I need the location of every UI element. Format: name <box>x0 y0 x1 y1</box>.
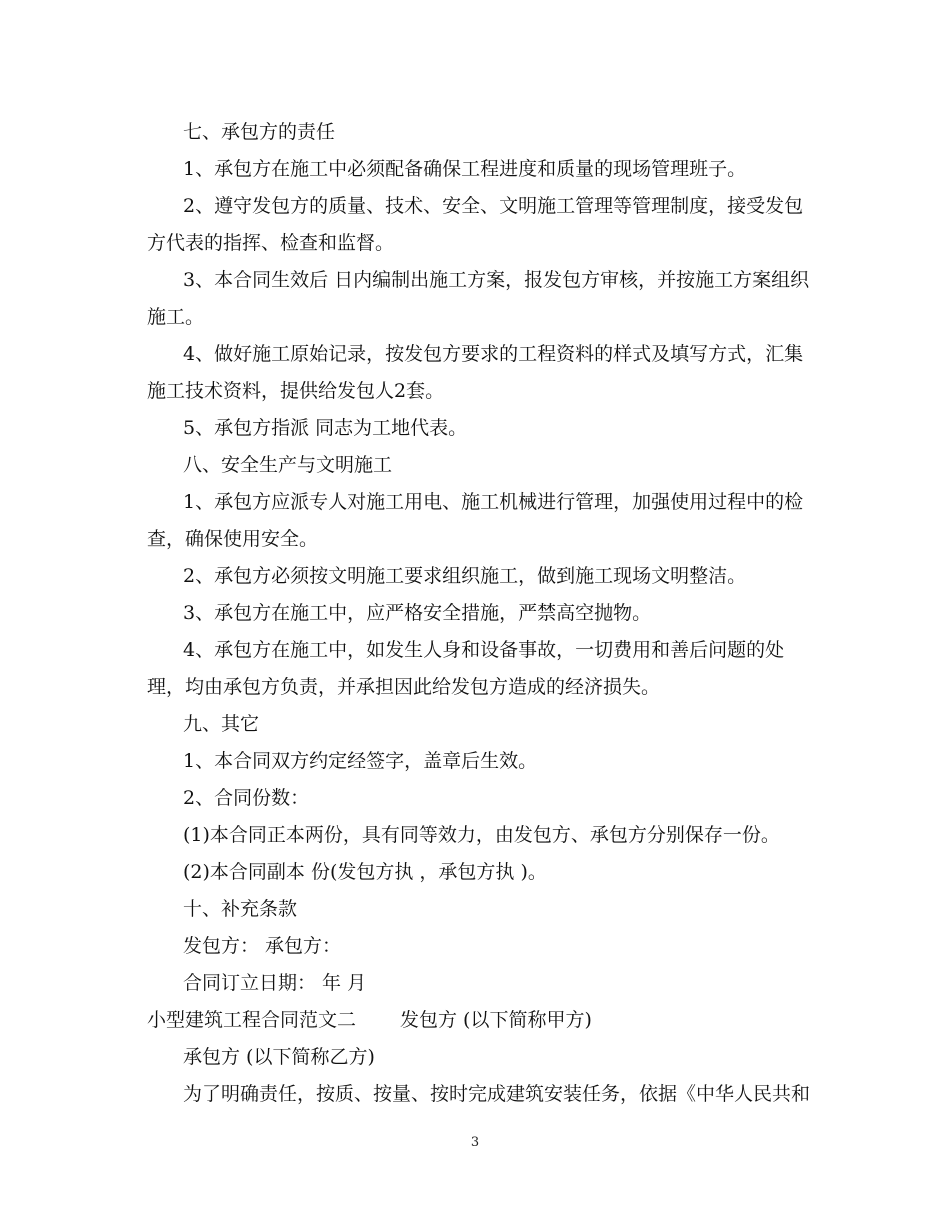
signature-line: 发包方： 承包方： <box>183 935 342 957</box>
title-line <box>147 1002 807 1039</box>
document-title: 小型建筑工程合同范文二 <box>147 1009 357 1031</box>
date-line: 合同订立日期： 年 月 <box>183 972 367 994</box>
section-heading: 十、补充条款 <box>183 898 298 920</box>
paragraph-line: 1、承包方应派专人对施工用电、施工机械进行管理，加强使用过程中的检 <box>183 491 804 513</box>
paragraph-line: 2、承包方必须按文明施工要求组织施工，做到施工现场文明整洁。 <box>183 565 747 587</box>
party-a-line: 发包方 (以下简称甲方) <box>400 1009 592 1031</box>
section-heading: 七、承包方的责任 <box>183 121 336 143</box>
paragraph-line: 1、本合同双方约定经签字，盖章后生效。 <box>183 750 538 772</box>
section-heading: 九、其它 <box>183 713 260 735</box>
paragraph-line: 5、承包方指派 同志为工地代表。 <box>183 417 468 439</box>
paragraph-line: 查，确保使用安全。 <box>147 528 319 550</box>
paragraph-line: 施工技术资料，提供给发包人2套。 <box>147 380 445 402</box>
paragraph-line: 方代表的指挥、检查和监督。 <box>147 232 395 254</box>
paragraph-line: (1)本合同正本两份，具有同等效力，由发包方、承包方分别保存一份。 <box>183 824 780 846</box>
paragraph-line: 4、做好施工原始记录，按发包方要求的工程资料的样式及填写方式，汇集 <box>183 343 804 365</box>
document-body <box>147 114 811 1113</box>
paragraph-line: 施工。 <box>147 306 205 328</box>
paragraph-line: 3、本合同生效后 日内编制出施工方案，报发包方审核，并按施工方案组织 <box>183 269 810 291</box>
paragraph-line: 2、遵守发包方的质量、技术、安全、文明施工管理等管理制度，接受发包 <box>183 195 804 217</box>
paragraph-line: 为了明确责任，按质、按量、按时完成建筑安装任务，依据《中华人民共和 <box>183 1083 811 1105</box>
section-heading: 八、安全生产与文明施工 <box>183 454 393 476</box>
paragraph-line: 理，均由承包方负责，并承担因此给发包方造成的经济损失。 <box>147 676 661 698</box>
paragraph-line: 2、合同份数： <box>183 787 310 809</box>
party-b-line: 承包方 (以下简称乙方) <box>183 1046 375 1068</box>
paragraph-line: 1、承包方在施工中必须配备确保工程进度和质量的现场管理班子。 <box>183 158 747 180</box>
page-number: 3 <box>470 1135 480 1150</box>
paragraph-line: 4、承包方在施工中，如发生人身和设备事故，一切费用和善后问题的处 <box>183 639 785 661</box>
paragraph-line: 3、承包方在施工中，应严格安全措施，严禁高空抛物。 <box>183 602 652 624</box>
paragraph-line: (2)本合同副本 份(发包方执 ，承包方执 )。 <box>183 861 547 883</box>
